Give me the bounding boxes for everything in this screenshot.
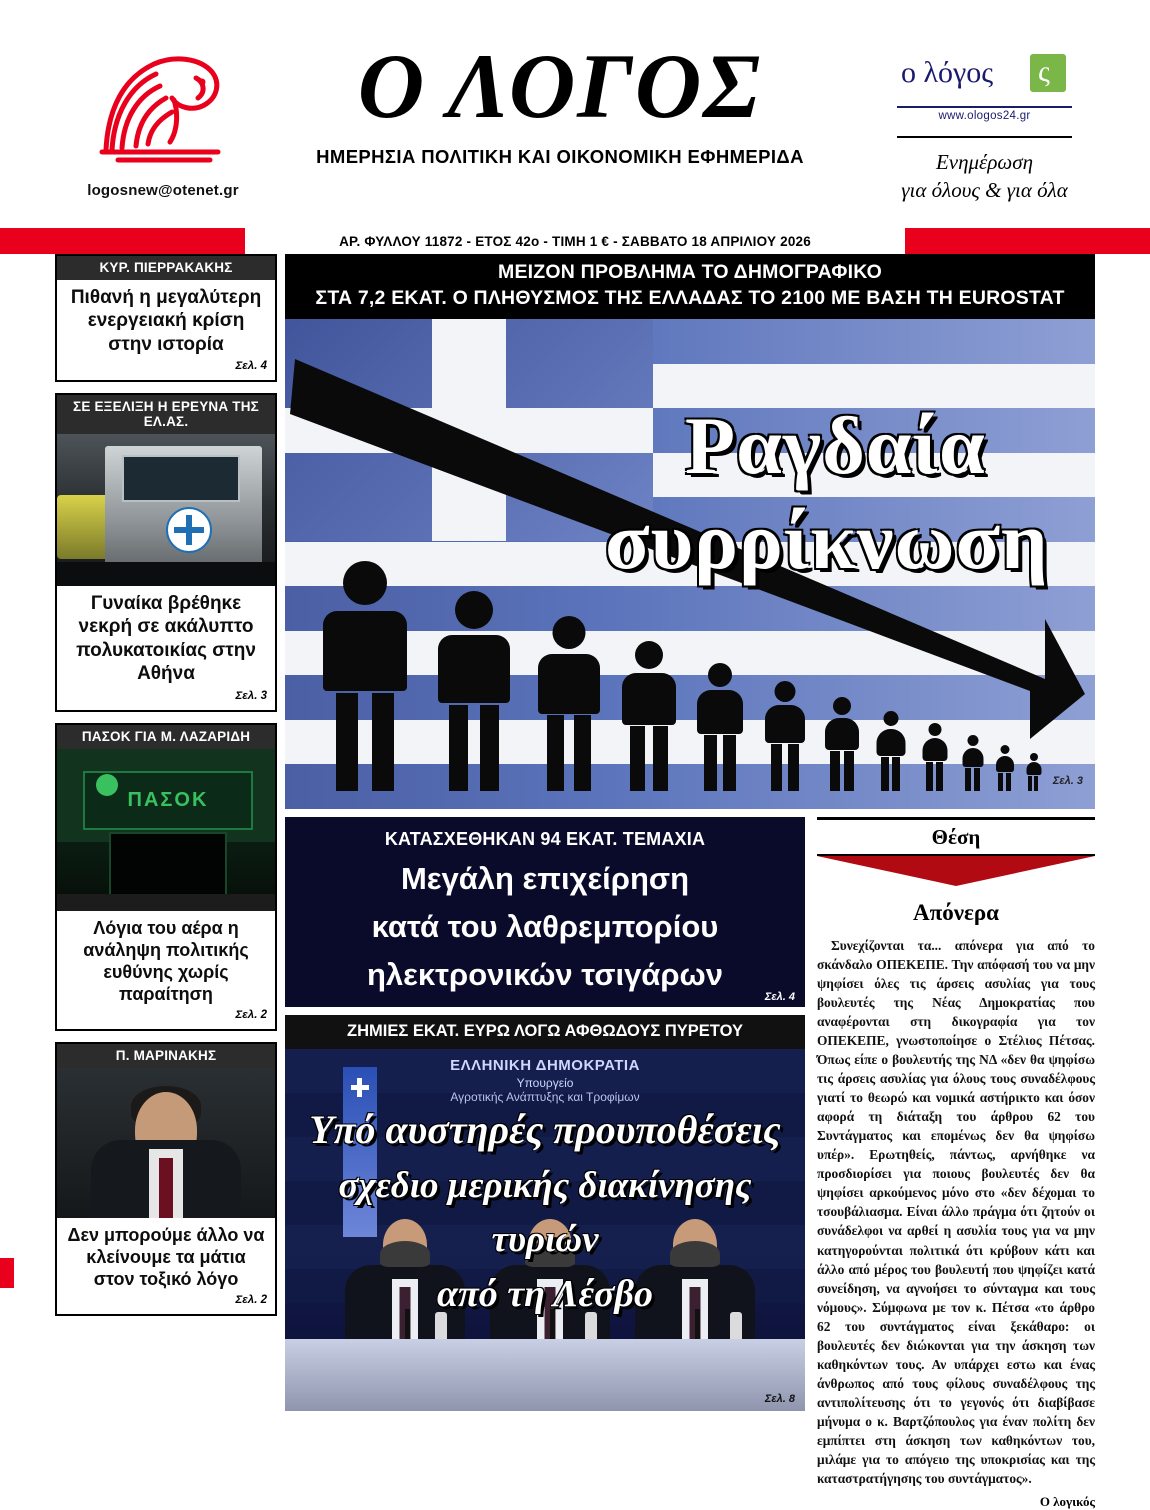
emblem-line2: Υπουργείο [516, 1076, 574, 1091]
opinion-paragraph: Συνεχίζονται τα... απόνερα για από το σκάνδαλο ΟΠΕΚΕΠΕ. Την απόφασή του να μην ψηφίσει όλες τις άρσεις ασυλίας για τους βουλευτές της Νέας Δημοκρατίας που αναφέρονται στη δικογραφία για τον ΟΠΕΚΕΠΕ, γνωστοποίησε ο Στέλιος Πέτσας. Όπως είπε ο βουλευτής της ΝΔ «δεν θα ψηφίσω τις άρσεις ασυλίας για όλους τους συναδέλφους γιατί το θεωρώ και νομικά αστήρικτο και όσον αφορά τη διάταξη του άρθρου 62 του Συντάγματος και επομένως δεν θα ψηφίσω υπέρ». Ερωτηθείς, πάντως, αρνήθηκε να προσδιορίσει για ποιους βουλευτές δεν θα ψηφίσει αρκούμενος μόνο στο «δεν δέχομαι το τσουβάλιασμα. Είναι άλλο πράγμα ότι ζητούν οι συνάδελφοι να αρθεί η ασυλία τους για να μην κατηγορούνται πολιτικά ότι κρύβουν κάτι και άλλο από μέρος του βουλευτή που ψηφίζει κατά συνείδηση, να αγνοήσει το σύνταγμα και τους νόμους». Σύμφωνα με τον κ. Πέτσα «το άρθρο 62 του συντάγματος είναι ξεκάθαρο: οι βουλευτές δεν διώκονται για την άσκηση των καθηκόντων τους. Αν υπάρχει εστω και ένας άνθρωπος από τους φίλους συναδέλφους της αντιπολίτευσης ότι το γεγονός ότι διαβίβασε μήνυμα ο κ. Βαρτζόπουλος για έναν πολίτη δεν εμπίπτει στη άσκηση των καθηκόντων του, μιλάμε για το απόγειο της υποκρισίας και της καταστρατήγησης του συντάγματος». [817, 938, 1095, 1486]
hero-title-line2: συρρίκνωση [605, 495, 1049, 586]
left-sidebar [55, 254, 277, 1327]
person-icon [320, 561, 410, 791]
sidebar-headline-kicker: Π. ΜΑΡΙΝΑΚΗΣ [57, 1044, 275, 1068]
sidebar-item-marinakis[interactable] [55, 1042, 277, 1316]
story-kicker: ΚΑΤΑΣΧΕΘΗΚΑΝ 94 ΕΚΑΤ. ΤΕΜΑΧΙΑ [384, 829, 706, 849]
brand-logo-text: ο λόγος [901, 56, 994, 89]
sidebar-body [57, 911, 275, 1030]
sidebar-item-pasok[interactable] [55, 723, 277, 1032]
brand-logo-square [1030, 54, 1066, 92]
emblem-line1: ΕΛΛΗΝΙΚΗ ΔΗΜΟΚΡΑΤΙΑ [450, 1057, 640, 1075]
person-icon [921, 723, 949, 791]
person-icon [620, 641, 678, 791]
brand-tagline [897, 136, 1072, 205]
story-headline-line2: κατά του λαθρεμπορίου [371, 908, 719, 944]
brand-logo-letter: ς [1038, 55, 1050, 88]
pasok-sign-text: ΠΑΣΟΚ [127, 789, 209, 812]
sidebar-headline-text: Γυναίκα βρέθηκε νεκρή σε ακάλυπτο πολυκατοικίας στην Αθήνα [76, 593, 256, 685]
sidebar-page-ref: Σελ. 2 [235, 1294, 267, 1307]
ambulance-photo [57, 434, 275, 586]
marinakis-portrait-photo [57, 1068, 275, 1218]
story-headline-line1: Μεγάλη επιχείρηση [400, 861, 690, 896]
ministry-emblem [450, 1057, 640, 1104]
opinion-section-header [817, 817, 1095, 856]
emblem-line3: Αγροτικής Ανάπτυξης και Τροφίμων [450, 1090, 640, 1105]
opinion-section-label: Θέση [931, 825, 981, 849]
masthead-subtitle: ΗΜΕΡΗΣΙΑ ΠΟΛΙΤΙΚΗ ΚΑΙ ΟΙΚΟΝΟΜΙΚΗ ΕΦΗΜΕΡΙΔΑ [316, 146, 804, 167]
sidebar-page-ref: Σελ. 2 [235, 1009, 267, 1022]
person-icon [961, 735, 985, 791]
sidebar-item-pierrakakis[interactable] [55, 254, 277, 382]
brand-logo-icon [897, 52, 1072, 104]
person-icon [435, 591, 513, 791]
lower-grid [285, 817, 1095, 1510]
opinion-title: Απόνερα [913, 900, 999, 925]
sidebar-page-ref: Σελ. 4 [235, 360, 267, 373]
story-headline-line3: ηλεκτρονικών τσιγάρων [367, 956, 723, 992]
hero-demographics-graphic [285, 319, 1095, 809]
sidebar-headline-kicker: ΚΥΡ. ΠΙΕΡΡΑΚΑΚΗΣ [57, 256, 275, 280]
issue-info: ΑΡ. ΦΥΛΛΟΥ 11872 - ΕΤΟΣ 42ο - ΤΙΜΗ 1 € - ΣΑΒΒΑΤΟ 18 ΑΠΡΙΛΙΟΥ 2026 [339, 233, 811, 249]
hero-page-ref: Σελ. 3 [1052, 775, 1083, 787]
issue-bar [0, 228, 1150, 254]
story-headline-line3: από τη Λέσβο [437, 1272, 653, 1315]
opinion-body [817, 936, 1095, 1488]
opinion-column [817, 817, 1095, 1510]
brand-tagline-line1: Ενημέρωση [935, 150, 1034, 174]
issue-bar-inner [245, 228, 905, 254]
sidebar-headline-text: Δεν μπορούμε άλλο να κλείνουμε τα μάτια στον τοξικό λόγο [67, 1225, 265, 1290]
story-cheese-photo[interactable] [285, 1049, 805, 1411]
main-content [285, 254, 1095, 1510]
page-body [0, 254, 1150, 1509]
lead-banner-line1: ΜΕΙΖΟΝ ΠΡΟΒΛΗΜΑ ΤΟ ΔΗΜΟΓΡΑΦΙΚΟ [498, 261, 882, 283]
brand-box [897, 52, 1072, 205]
story-page-ref: Σελ. 4 [764, 991, 795, 1004]
story-headline-line2: σχεδιο μερικής διακίνησης τυριών [338, 1165, 752, 1261]
person-icon [695, 663, 745, 791]
person-icon [995, 745, 1015, 791]
newspaper-logo-icon [78, 38, 238, 168]
opinion-signature: Ο λογικός [1039, 1493, 1095, 1509]
sidebar-headline-text: Λόγια του αέρα η ανάληψη πολιτικής ευθύνης χωρίς παραίτηση [83, 917, 249, 1004]
lower-left-column [285, 817, 805, 1510]
person-icon [875, 711, 907, 791]
masthead-title-block [250, 35, 870, 168]
lead-banner-line2: ΣΤΑ 7,2 ΕΚΑΤ. Ο ΠΛΗΘΥΣΜΟΣ ΤΗΣ ΕΛΛΑΔΑΣ ΤΟ 2100 ΜΕ ΒΑΣΗ ΤΗ EUROSTAT [315, 287, 1065, 309]
pasok-office-photo [57, 749, 275, 911]
sidebar-headline-kicker: ΣΕ ΕΞΕΛΙΞΗ Η ΕΡΕΥΝΑ ΤΗΣ ΕΛ.ΑΣ. [57, 395, 275, 434]
brand-website-url[interactable]: www.ologos24.gr [897, 106, 1072, 122]
lead-banner [285, 254, 1095, 319]
story-page-ref: Σελ. 8 [764, 1393, 795, 1406]
hero-title-line1: Ραγδαία [685, 400, 986, 491]
person-icon [823, 697, 861, 791]
story-cigarettes[interactable] [285, 817, 805, 1007]
sidebar-body [57, 280, 275, 380]
sidebar-headline-text: Πιθανή η μεγαλύτερη ενεργειακή κρίση στην ιστορία [70, 287, 262, 355]
person-icon [763, 681, 807, 791]
person-icon [535, 616, 603, 791]
masthead [0, 0, 1150, 228]
story-headline-line1: Υπό αυστηρές προυποθέσεις [309, 1107, 781, 1153]
edge-marker [0, 1258, 14, 1288]
person-icon [1025, 753, 1043, 791]
page-title: Ο ΛΟΓΟΣ [357, 35, 763, 137]
sidebar-body [57, 586, 275, 709]
story-cheese-bar: ΖΗΜΙΕΣ ΕΚΑΤ. ΕΥΡΩ ΛΟΓΩ ΑΦΘΩΔΟΥΣ ΠΥΡΕΤΟΥ [285, 1015, 805, 1049]
sidebar-body [57, 1218, 275, 1314]
masthead-email: logosnew@otenet.gr [87, 182, 239, 199]
sidebar-item-police-investigation[interactable] [55, 393, 277, 711]
sidebar-headline-kicker: ΠΑΣΟΚ ΓΙΑ Μ. ΛΑΖΑΡΙΔΗ [57, 725, 275, 749]
story-cheese-title [285, 1101, 805, 1321]
opinion-triangle-icon [817, 856, 1095, 886]
brand-tagline-line2: για όλους & για όλα [901, 178, 1068, 203]
sidebar-page-ref: Σελ. 3 [235, 689, 267, 702]
